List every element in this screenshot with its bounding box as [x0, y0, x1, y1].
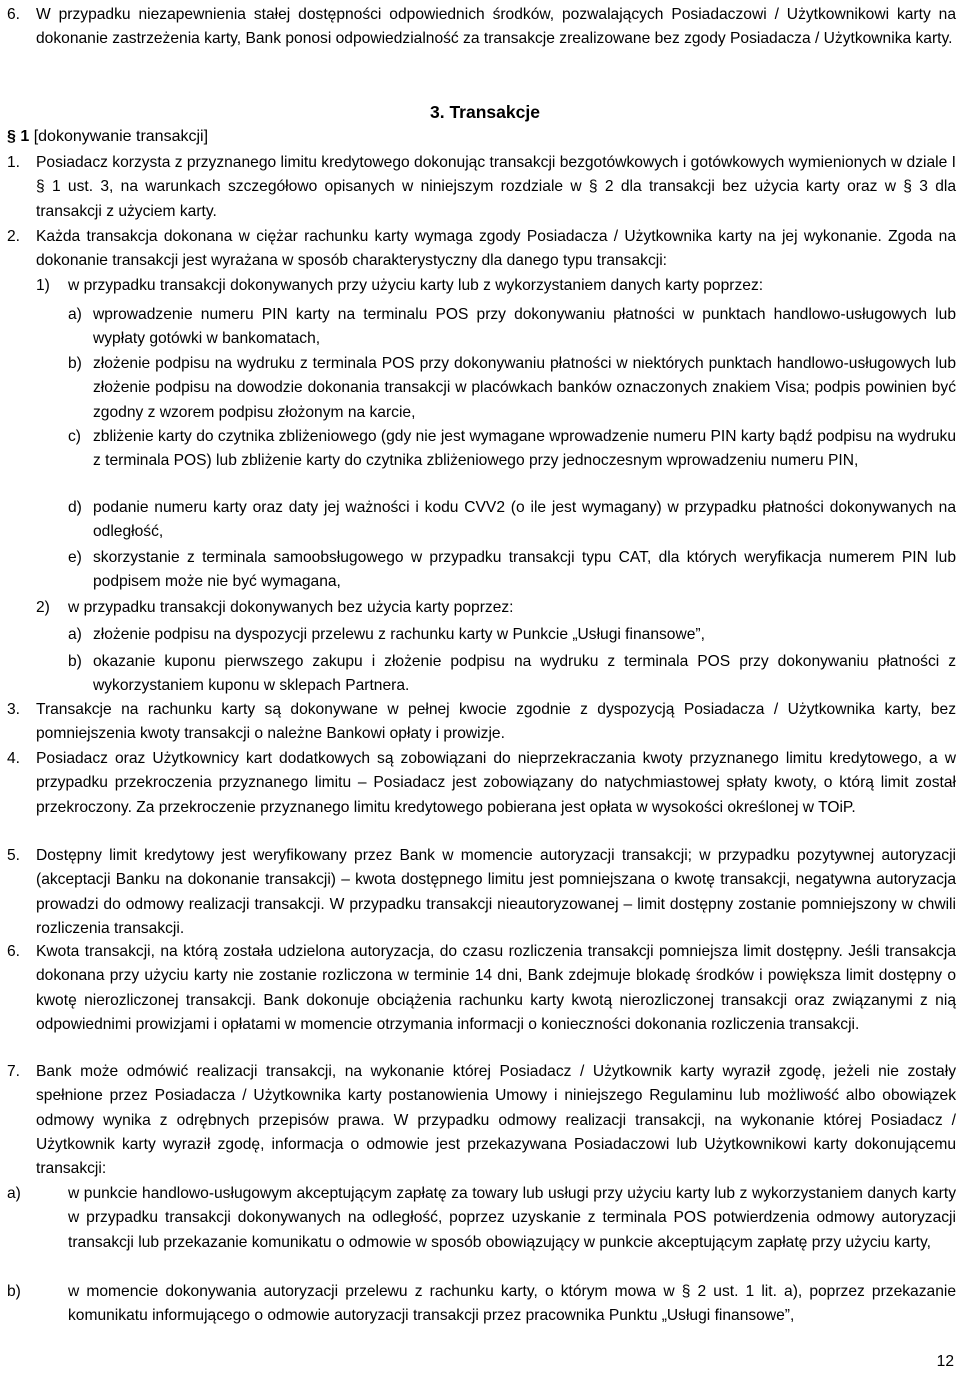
item-number: 7.	[7, 1063, 21, 1080]
paragraph-title-text: [dokonywanie transakcji]	[33, 128, 209, 145]
paragraph-sign: § 1	[7, 128, 30, 145]
letter-number: b)	[68, 355, 82, 372]
letter-number: b)	[68, 653, 82, 670]
letter-paragraph: wprowadzenie numeru PIN karty na terminalu POS przy dokonywaniu płatności w punktach handlowo-usługowych lub wypłaty gotówki w bankomatach,	[93, 306, 956, 348]
paragraph: Transakcje na rachunku karty są dokonywane w pełnej kwocie zgodnie z dyspozycją Posiadacza / Użytkownika karty, bez pomniejszenia kwoty transakcji o należne Bankowi opłaty i prowizje.	[36, 701, 956, 743]
item-number: 6.	[7, 943, 21, 960]
sub-paragraph: w przypadku transakcji dokonywanych przy użyciu karty lub z wykorzystaniem danych karty poprzez:	[68, 277, 764, 294]
paragraph: Każda transakcja dokonana w ciężar rachunku karty wymaga zgody Posiadacza / Użytkownika karty na jej wykonanie. Zgoda na dokonanie transakcji jest wyrażana w sposób charakterystyczny dla danego typu transakcji:	[36, 228, 956, 270]
letter-number: e)	[68, 549, 82, 566]
letter-number: c)	[68, 428, 81, 445]
letter-paragraph: zbliżenie karty do czytnika zbliżeniowego (gdy nie jest wymagane wprowadzenie numeru PIN karty bądź podpisu na wydruku z terminala POS) lub zbliżenie karty do czytnika zbliżeniowego przy jednoczesnym wprowadzeniu numeru PIN,	[93, 428, 956, 470]
paragraph: W przypadku niezapewnienia stałej dostępności odpowiednich środków, pozwalających Posiadaczowi / Użytkownikowi karty na dokonanie zastrzeżenia karty, Bank ponosi odpowiedzialność za transakcje zrealizowane bez zgody Posiadacza / Użytkownika karty.	[36, 6, 956, 48]
sub-paragraph: w przypadku transakcji dokonywanych bez użycia karty poprzez:	[68, 599, 514, 616]
page-number: 12	[936, 1353, 954, 1370]
letter-number: d)	[68, 499, 82, 516]
section-heading: 3. Transakcje	[430, 102, 540, 122]
letter-number: a)	[68, 626, 82, 643]
paragraph: Posiadacz oraz Użytkownicy kart dodatkowych są zobowiązani do nieprzekraczania kwoty przyznanego limitu kredytowego, a w przypadku przekroczenia przyznanego limitu – Posiadacz jest zobowiązany do natychmiastowej spłaty kwoty, o którą limit został przekroczony. Za przekroczenie przyznanego limitu kredytowego pobierana jest opłata w wysokości określonej w TOiP.	[36, 750, 956, 816]
sub-item-number: 1)	[36, 277, 50, 294]
item-number: 4.	[7, 750, 21, 767]
paragraph: Bank może odmówić realizacji transakcji, na wykonanie której Posiadacz / Użytkownik karty wyraził zgodę, jeżeli nie zostały spełnione przez Posiadacza / Użytkownika karty postanowienia Umowy i niniejszego Regulaminu lub możliwość albo obowiązek odmowy wynika z odrębnych przepisów prawa. W przypadku odmowy realizacji transakcji, na wykonanie której Posiadacz / Użytkownik karty wyraził zgodę, informacja o odmowie jest przekazywana Posiadaczowi lub Użytkownikowi karty dokonującemu transakcji:	[36, 1063, 956, 1178]
letter-number: b)	[7, 1283, 21, 1300]
paragraph: Kwota transakcji, na którą została udzielona autoryzacja, do czasu rozliczenia transakcji pomniejsza limit dostępny. Jeśli transakcja dokonana przy użyciu karty nie zostanie rozliczona w terminie 14 dni, Bank zdejmuje blokadę środków i powiększa limit dostępny o kwotę nierozliczonej transakcji. Bank dokonuje obciążenia rachunku karty kwotą nierozliczonej transakcji oraz związanymi z nią odpowiednimi prowizjami i opłatami w momencie otrzymania informacji o konieczności dokonania rozliczenia transakcji.	[36, 943, 956, 1033]
item-number: 6.	[7, 6, 21, 23]
paragraph: Dostępny limit kredytowy jest weryfikowany przez Bank w momencie autoryzacji transakcji; w przypadku pozytywnej autoryzacji (akceptacji Banku na dokonanie transakcji) – kwota dostępnego limitu jest pomniejszana o kwotę transakcji, negatywna autoryzacja prowadzi do odmowy realizacji transakcji. W przypadku transakcji nieautoryzowanej – limit dostępny zostanie pomniejszony w chwili rozliczenia transakcji.	[36, 847, 956, 937]
sub-item-number: 2)	[36, 599, 50, 616]
item-number: 2.	[7, 228, 21, 245]
item-number: 3.	[7, 701, 21, 718]
letter-paragraph: w momencie dokonywania autoryzacji przelewu z rachunku karty, o którym mowa w § 2 ust. 1 lit. a), poprzez przekazanie komunikatu informującego o odmowie autoryzacji transakcji przez pracownika Punktu „Usługi finansowe”,	[68, 1283, 956, 1325]
paragraph: Posiadacz korzysta z przyznanego limitu kredytowego dokonując transakcji bezgotówkowych i gotówkowych wymienionych w dziale I § 1 ust. 3, na warunkach szczegółowo opisanych w niniejszym rozdziale w § 2 dla transakcji bez użycia karty oraz w § 3 dla transakcji z użyciem karty.	[36, 154, 956, 220]
letter-number: a)	[7, 1185, 21, 1202]
letter-paragraph: w punkcie handlowo-usługowym akceptującym zapłatę za towary lub usługi przy użyciu karty lub z wykorzystaniem danych karty w przypadku transakcji dokonywanych na odległość, poprzez uzyskanie z terminala POS potwierdzenia odmowy autoryzacji transakcji lub przekazanie komunikatu o odmowie w sposób obowiązujący w punkcie akceptującym zapłatę przy użyciu karty,	[68, 1185, 956, 1251]
paragraph-title	[7, 125, 208, 149]
item-number: 1.	[7, 154, 21, 171]
item-number: 5.	[7, 847, 21, 864]
letter-paragraph: okazanie kuponu pierwszego zakupu i złożenie podpisu na wydruku z terminala POS przy dokonywaniu płatności z wykorzystaniem kuponu w sklepach Partnera.	[93, 653, 956, 695]
letter-paragraph: skorzystanie z terminala samoobsługowego w przypadku transakcji typu CAT, dla których weryfikacja numerem PIN lub podpisem może nie być wymagana,	[93, 549, 956, 591]
letter-paragraph: podanie numeru karty oraz daty jej ważności i kodu CVV2 (o ile jest wymagany) w przypadku płatności dokonywanych na odległość,	[93, 499, 956, 541]
letter-number: a)	[68, 306, 82, 323]
letter-paragraph: złożenie podpisu na dyspozycji przelewu z rachunku karty w Punkcie „Usługi finansowe”,	[93, 626, 705, 643]
letter-paragraph: złożenie podpisu na wydruku z terminala POS przy dokonywaniu płatności w niektórych punktach handlowo-usługowych lub złożenie podpisu na dowodzie dokonania transakcji w placówkach banków oznaczonych znakiem Visa; podpis powinien być zgodny z wzorem podpisu złożonym na karcie,	[93, 355, 956, 421]
